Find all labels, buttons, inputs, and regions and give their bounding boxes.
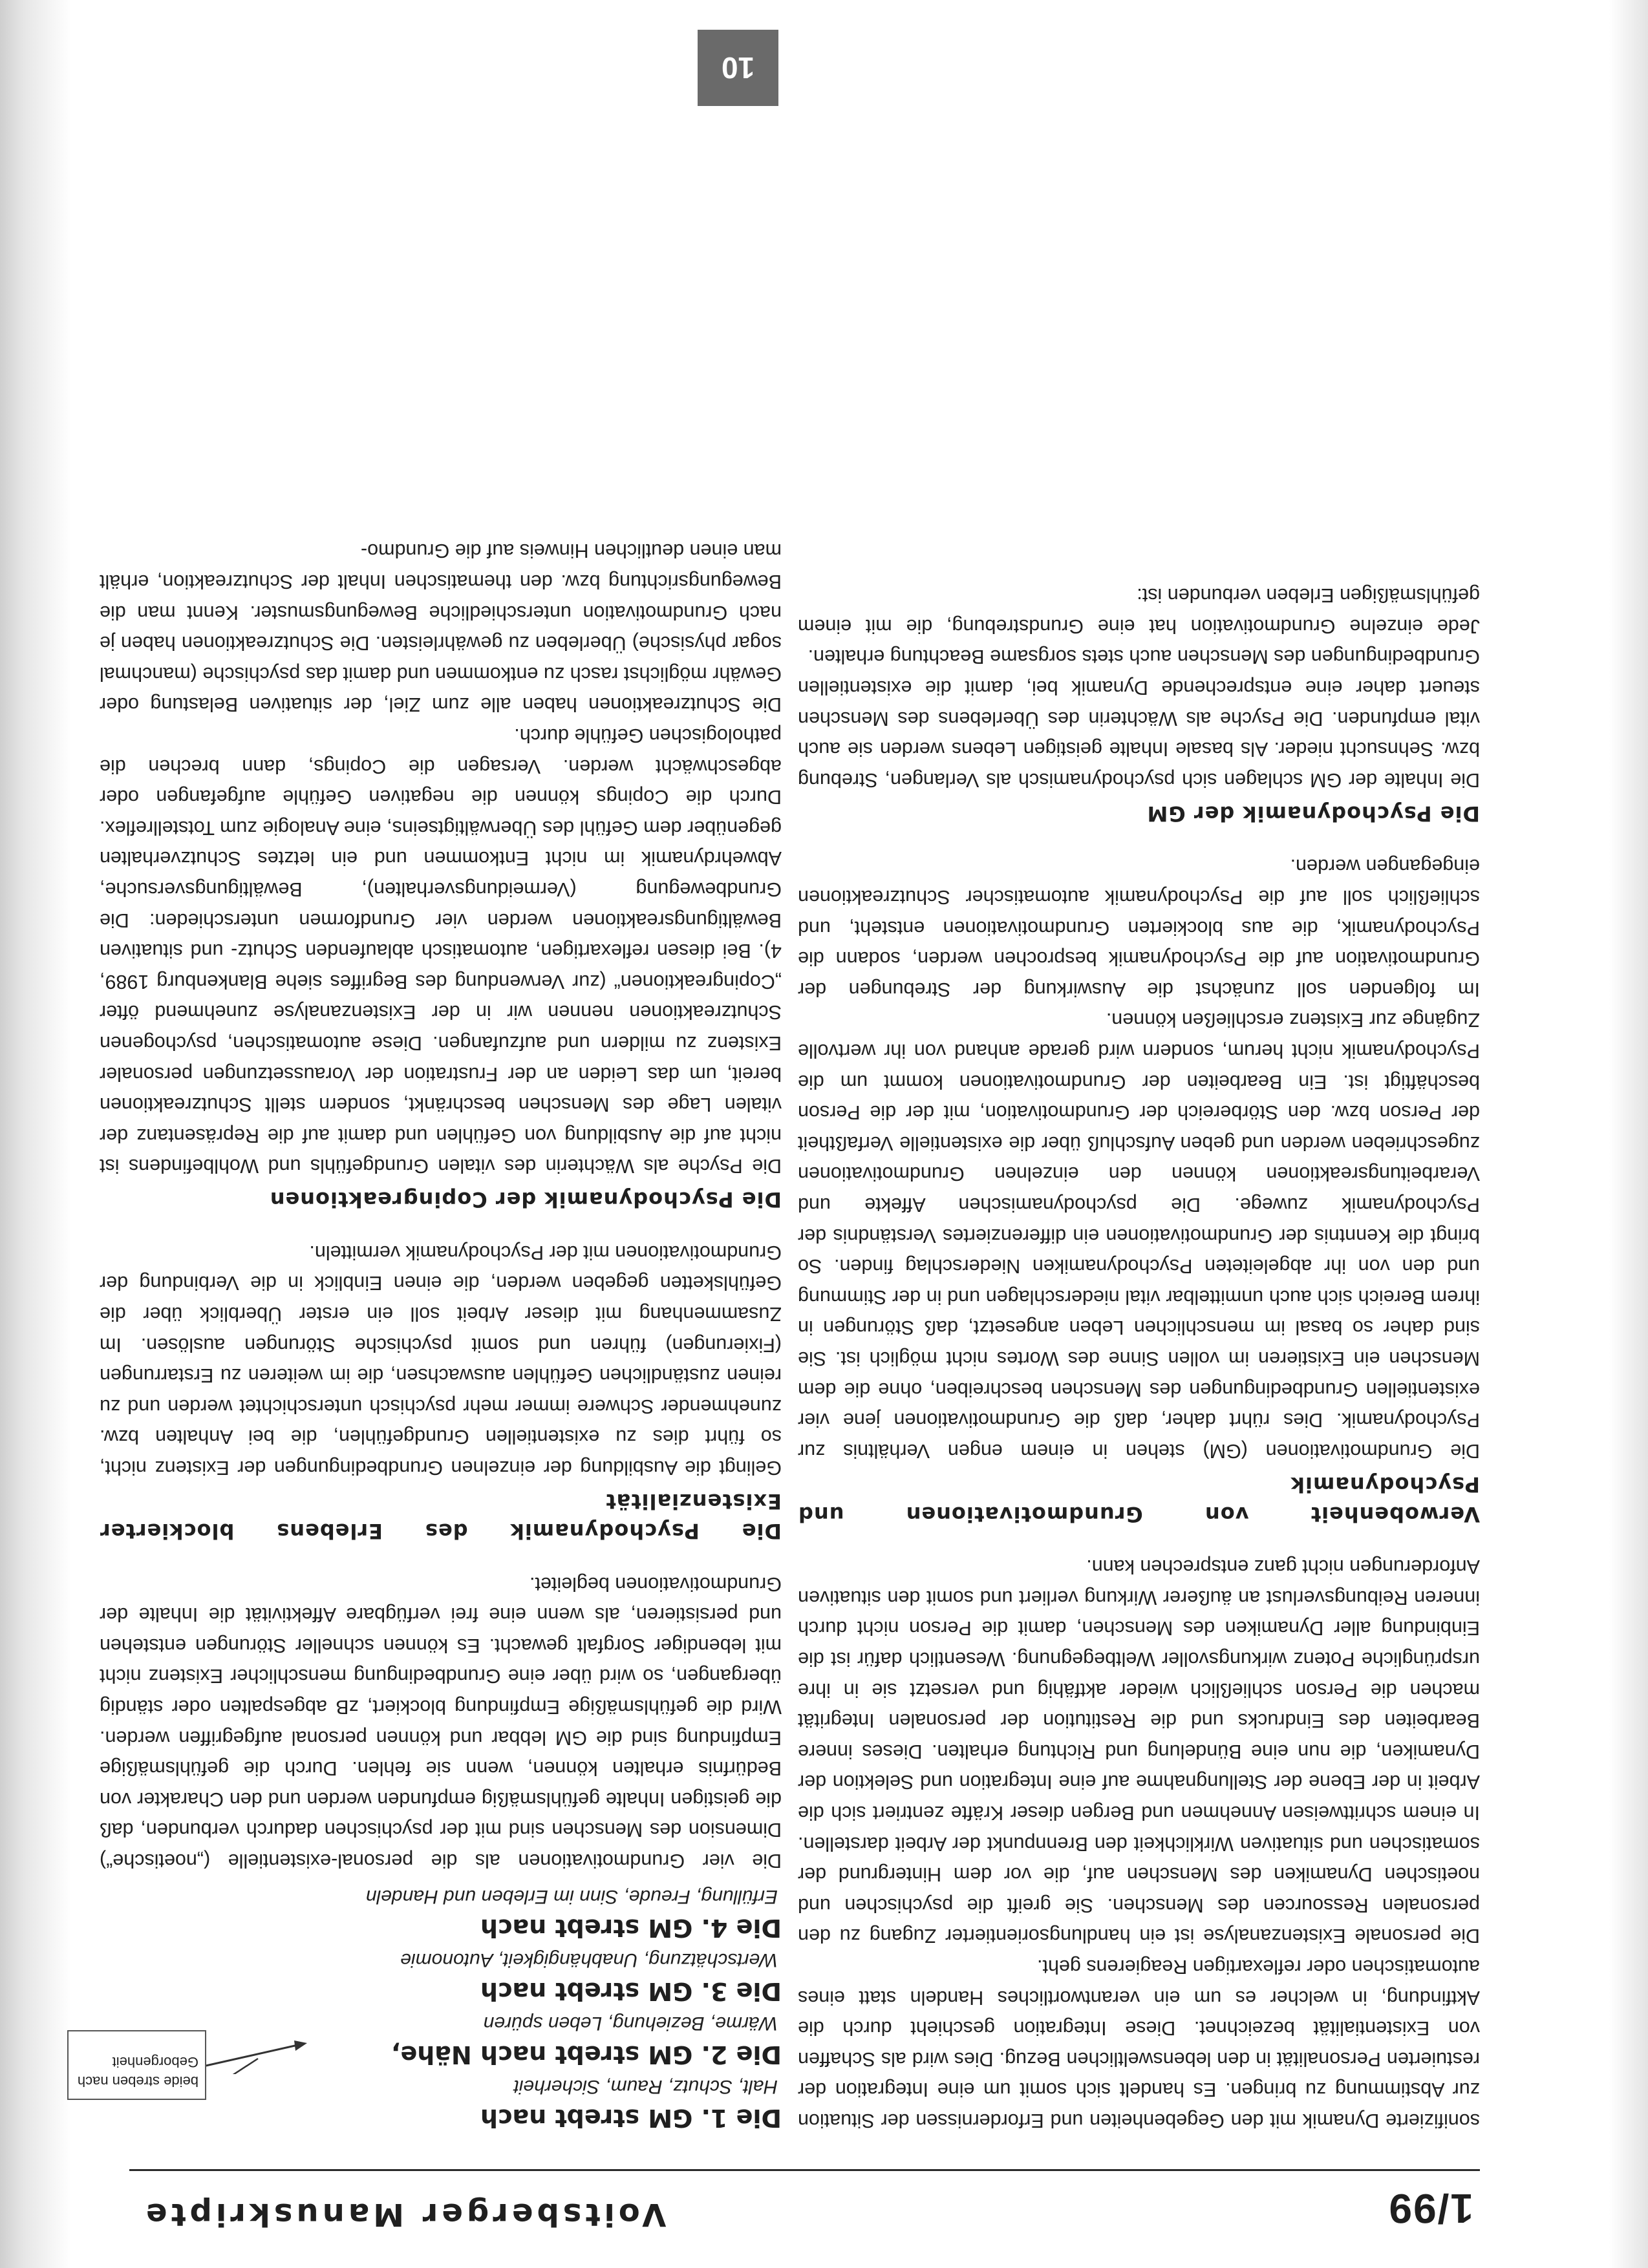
gm1-description: Halt, Schutz, Raum, Sicherheit [513, 2076, 778, 2097]
section-heading: Die Psychodynamik des Erlebens blockierter Existenzialität [100, 1489, 782, 1544]
annotation-arrow [200, 2035, 310, 2074]
gm2-title: Die 2. GM strebt nach Nähe, [391, 2040, 782, 2069]
margin-note: beide streben nach Geborgenheit [67, 2030, 206, 2100]
paragraph: Im folgenden soll zunächst die Auswirkung der Strebungen der Grundmotivation auf die Psychodynamik besprochen werden, sodann die Psychodynamik, die aus blockierten Grundmotivationen entsteht, und schließlich soll auf die Psychodynamik automatischer Schutzreaktionen eingegangen werden. [798, 855, 1480, 1001]
right-column [100, 535, 782, 2136]
paragraph: Jede einzelne Grundmotivation hat eine Grundstrebung, die mit einem gefühlsmäßigen Erleben verbunden ist: [798, 584, 1480, 637]
gm3-title: Die 3. GM strebt nach [480, 1977, 782, 2006]
gm4-title: Die 4. GM strebt nach [480, 1914, 782, 1942]
gm4-description: Erfüllung, Freude, Sinn im Erleben und Handeln [365, 1886, 778, 1907]
gm2-description: Wärme, Beziehung, Leben spüren [483, 2013, 778, 2034]
paragraph: Die personale Existenzanalyse ist ein handlungsorientierter Zugang zu den personalen Ressourcen des Menschen. Sie greift die psychischen und noetischen Dynamiken des Menschen auf, die vor dem Hintergrund der somatischen und situativen Wirklichkeit den Brennpunkt der Arbeit darstellen. In einem schrittweisen Annehmen und Bergen dieser Kräfte zentriert sich die Arbeit in der Ebene der Stellungnahme auf eine Integration und Selektion der Dynamiken, die nun eine Bündelung und Richtung erhalten. Dieses innere Bearbeiten des Eindrucks und die Restitution der personalen Integrität machen die Person schließlich wieder aktfähig und versetzt sie in ihre ursprüngliche Potenz wirkungsvoller Weltbegegnung. Wesentlich dafür ist die Einbindung aller Dynamiken des Menschen, damit die Person nicht durch inneren Reibungsverlust an äußerer Wirkung verliert und somit den situativen Anforderungen nicht ganz entsprechen kann. [798, 1556, 1480, 1947]
paragraph: Die Psyche als Wächterin des vitalen Grundgefühls und Wohlbefindens ist nicht auf die Ausbildung von Gefühlen und damit auf die Repräsentanz der vitalen Lage des Menschen beschränkt, sondern stellt Schutzreaktionen bereit, um das Leiden an der Frustration der Voraussetzungen personaler Existenz zu mildern und aufzufangen. Diese automatischen, psychogenen Schutzreaktionen nennen wir in der Existenzanalyse zunehmend öfter „Copingreaktionen“ (zur Verwendung des Begriffes siehe Blankenburg 1989, 4). Bei diesen reflexartigen, automatisch ablaufenden Schutz- und situativen Bewältigungsreaktionen werden vier Grundformen unterschieden: Die Grundbewegung (Vermeidungsverhalten), Bewältigungsversuche, Abwehrdynamik im nicht Entkommen und ein letztes Schutzverhalten gegenüber dem Gefühl des Überwältigtseins, eine Analogie zum Totstellreflex. Durch die Copings können die negativen Gefühle aufgefangen oder abgeschwächt werden. Versagen die Copings, dann brechen die pathologischen Gefühle durch. [100, 725, 782, 1178]
header-rule [129, 2169, 1480, 2171]
paragraph: sonifizierte Dynamik mit den Gegebenheiten und Erfordernissen der Situation zur Abstimmung zu bringen. Es handelt sich somit um eine Integration der restuierten Personalität in den lebensweltlichen Bezug. Dies wird als Schaffen von Existentialität bezeichnet. Diese Integration geschieht durch die Aktfindung, in welcher es um ein verantwortliches Handeln statt eines automatischen oder reflexartigen Reagierens geht. [798, 1956, 1480, 2132]
gm3-description: Wertschätzung, Unabhängigkeit, Autonomie [400, 1949, 778, 1971]
section-heading: Die Psychodynamik der GM [1146, 801, 1480, 826]
section-heading: Verwobenheit von Grundmotivationen und Psychodynamik [798, 1472, 1480, 1527]
paragraph: Die Inhalte der GM schlagen sich psychodynamisch als Verlangen, Strebung bzw. Sehnsucht nieder. Als basale Inhalte geistigen Lebens werden sie auch vital empfunden. Die Psyche als Wächterin des Überlebens des Menschen steuert daher eine entsprechende Dynamik bei, damit die existentiellen Grundbedingungen des Menschen auch stets sorgsame Beachtung erhalten. [798, 646, 1480, 791]
paragraph: Die Schutzreaktionen haben alle zum Ziel, der situativen Belastung oder Gewähr möglichst rasch zu entkommen und damit das psychische (manchmal sogar physische) Überleben zu gewährleisten. Die Schutzreaktionen haben je nach Grundmotivation unterschiedliche Bewegungsmuster. Kennt man die Bewegungsrichtung bzw. den thematischen Inhalt der Schutzreaktion, erhält man einen deutlichen Hinweis auf die Grundmo- [100, 540, 782, 716]
page-number: 10 [698, 30, 778, 106]
gm1-title: Die 1. GM strebt nach [480, 2104, 782, 2132]
paragraph: Gelingt die Ausbildung der einzelnen Grundbedingungen der Existenz nicht, so führt dies zu existentiellen Grundgefühlen, die bei Anhalten bzw. zunehmender Schwere immer mehr psychisch unterschichtet werden und zu reinen zuständlichen Gefühlen auswachsen, die im weiteren zu Erstarrungen (Fixierungen) führen und somit psychische Störungen auslösen. Im Zusammenhang mit dieser Arbeit soll ein erster Überblick über die Gefühlsketten gegeben werden, die einen Einblick in die Verbindung der Grundmotivationen mit der Psychodynamik vermitteln. [100, 1241, 782, 1479]
journal-title: Voitsberger Manuskripte [142, 2196, 667, 2232]
paragraph: Die vier Grundmotivationen als die personal-existentielle („noetische“) Dimension des Menschen sind mit der psychischen dadurch verbunden, daß die geistigen Inhalte gefühlsmäßig empfunden werden und den Charakter von Bedürfnis erhalten können, wenn sie fehlen. Durch die gefühlsmäßige Empfindung sind die GM lebbar und können personal aufgegriffen werden. Wird die gefühlsmäßige Empfindung blockiert, zB abgespalten oder ständig übergangen, so wird über eine Grundbedingung menschlicher Existenz nicht mit lebendiger Sorgfalt gewacht. Es können schneller Störungen entstehen und persistieren, als wenn eine frei verfügbare Affektivität die Inhalte der Grundmotivationen begleitet. [100, 1573, 782, 1872]
section-heading: Die Psychodynamik der Copingreaktionen [269, 1187, 782, 1213]
paragraph: Die Grundmotivationen (GM) stehen in einem engen Verhältnis zur Psychodynamik. Dies rührt daher, daß die Grundmotivationen jene vier existentiellen Grundbedingungen des Menschen beschreiben, ohne die dem Menschen ein Existieren im vollen Sinne des Wortes nicht möglich ist. Sie sind daher so basal im menschlichen Leben angesetzt, daß Störungen in ihrem Bereich sich auch unmittelbar vital niederschlagen und in der Stimmung und den von ihr abgeleiteten Psychodynamiken Niederschlag finden. So bringt die Kenntnis der Grundmotivationen ein differenziertes Verständnis der Psychodynamik zuwege. Die psychodynamischen Affekte und Verarbeitungsreaktionen können den einzelnen Grundmotivationen zugeschrieben werden und geben Aufschluß über die existentielle Verfaßtheit der Person bzw. den Störbereich der Grundmotivation, mit der die Person beschäftigt ist. Ein Bearbeiten der Grundmotivationen kommt um die Psychodynamik nicht herum, sondern wird gerade anhand von ihr wertvolle Zugänge zur Existenz erschließen können. [798, 1009, 1480, 1462]
left-column [798, 580, 1480, 2136]
issue-number: 1/99 [1387, 2185, 1473, 2232]
